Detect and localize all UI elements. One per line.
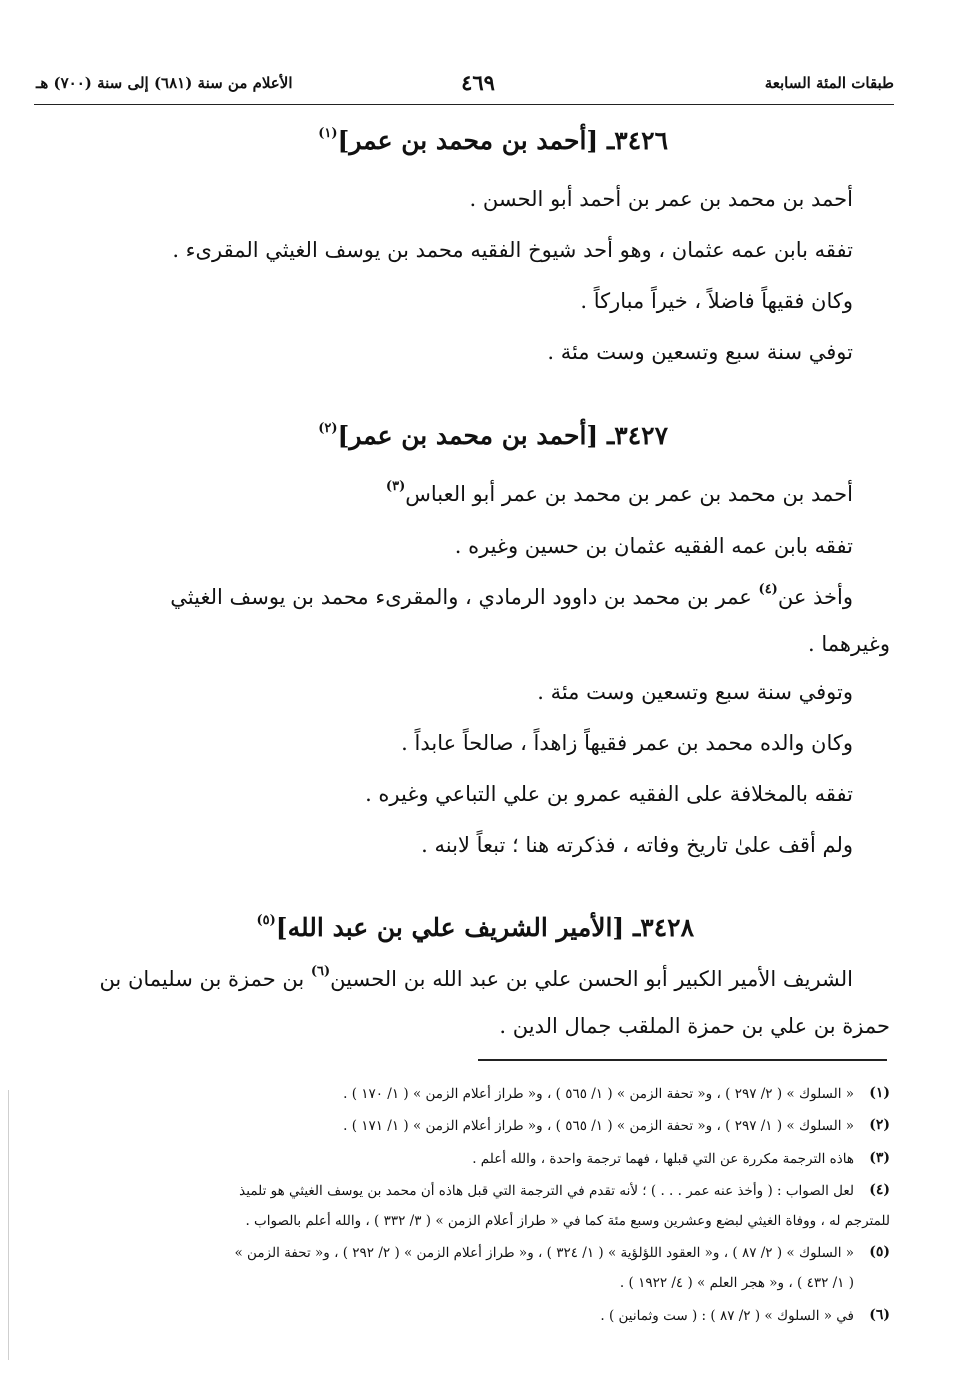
footnote-number: (٣) <box>869 1150 890 1166</box>
footnote-ref: (٦) <box>310 964 331 979</box>
entry-line: وتوفي سنة سبع وتسعين وست مئة . <box>537 680 853 704</box>
entry-line: حمزة بن علي بن حمزة الملقب جمال الدين . <box>499 1014 890 1038</box>
entry-line <box>99 964 853 991</box>
footnote-number: (٦) <box>869 1307 890 1323</box>
footnote-number: (٥) <box>869 1244 890 1260</box>
entry-line <box>385 479 853 506</box>
footnote-ref: (٣) <box>385 479 406 494</box>
footnote-separator <box>478 1059 887 1061</box>
footnote-number: (٤) <box>869 1182 890 1198</box>
entry-title-text: ٣٤٢٧ـ [أحمد بن محمد بن عمر] <box>337 421 668 450</box>
entry-title-text: ٣٤٢٨ـ [الأمير الشريف علي بن عبد الله] <box>275 913 694 942</box>
entry-line-text: بن حمزة بن سليمان بن <box>99 967 305 991</box>
footnote-ref: (٢) <box>318 420 338 436</box>
entry-line: وكان والده محمد بن عمر فقيهاً زاهداً ، صالحاً عابداً . <box>401 731 853 755</box>
footnote-number: (٢) <box>869 1117 890 1133</box>
entry-title-3426 <box>318 126 668 155</box>
entry-line: أحمد بن محمد بن عمر بن أحمد أبو الحسن . <box>469 187 853 211</box>
entry-line-text: الشريف الأمير الكبير أبو الحسن علي بن عبد الله بن الحسين <box>330 967 853 991</box>
entry-line <box>170 582 853 609</box>
header-rule <box>34 104 894 105</box>
running-header-right: طبقات المئة السابعة <box>764 74 894 92</box>
footnote-number: (١) <box>869 1085 890 1101</box>
entry-line-text: أحمد بن محمد بن عمر بن محمد بن عمر أبو العباس <box>405 482 853 506</box>
entry-line: وغيرهما . <box>807 632 890 656</box>
entry-line: تفقه بابن عمه الفقيه عثمان بن حسين وغيره . <box>454 534 853 558</box>
footnote-text-continued: للمترجم له ، ووفاة الغيثي لبضع وعشرين وسبع مئة كما في « طراز أعلام الزمن » ( ٣/ ٣٣٢ ) ، والله أعلم بالصواب . <box>245 1213 890 1229</box>
entry-line: وكان فقيهاً فاضلاً ، خيراً مباركاً . <box>580 289 853 313</box>
scan-margin-line <box>8 1090 9 1360</box>
footnote-text: « السلوك » ( ١/ ٢٩٧ ) ، و« تحفة الزمن » ( ١/ ٥٦٥ ) ، و« طراز أعلام الزمن » ( ١/ ١٧١ ) . <box>343 1118 854 1134</box>
footnote-text-continued: ( ١/ ٤٣٢ ) ، و« هجر العلم » ( ٤/ ١٩٢٢ ) . <box>619 1275 854 1291</box>
entry-title-3427 <box>318 421 668 450</box>
running-header-left: الأعلام من سنة (٦٨١) إلى سنة (٧٠٠) هـ <box>36 74 293 92</box>
entry-title-3428 <box>257 913 695 942</box>
entry-title-text: ٣٤٢٦ـ [أحمد بن محمد بن عمر] <box>337 126 668 155</box>
footnote-ref: (٥) <box>256 912 276 928</box>
entry-line: تفقه بالمخلافة على الفقيه عمرو بن علي التباعي وغيره . <box>365 782 853 806</box>
footnote-text: « السلوك » ( ٢/ ٢٩٧ ) ، و« تحفة الزمن » ( ١/ ٥٦٥ ) ، و« طراز أعلام الزمن » ( ١/ ١٧٠ ) . <box>343 1086 854 1102</box>
footnote-ref: (١) <box>318 125 338 141</box>
footnote-text: لعل الصواب : ( وأخذ عنه عمر . . . ) ؛ لأنه تقدم في الترجمة التي قبل هاذه أن محمد بن يوسف الغيثي هو تلميذ <box>239 1183 854 1199</box>
page-number: ٤٦٩ <box>461 70 495 95</box>
footnote-text: في « السلوك » ( ٢/ ٨٧ ) : ( ست وثمانين ) . <box>600 1308 854 1324</box>
footnote-ref: (٤) <box>758 582 778 597</box>
entry-line: توفي سنة سبع وتسعين وست مئة . <box>547 340 853 364</box>
footnote-text: هاذه الترجمة مكررة عن التي قبلها ، فهما ترجمة واحدة ، والله أعلم . <box>472 1151 854 1167</box>
entry-line-text: عمر بن محمد بن داوود الرمادي ، والمقرىء محمد بن يوسف الغيثي <box>170 585 752 609</box>
footnote-text: « السلوك » ( ٢/ ٨٧ ) ، و« العقود اللؤلؤية » ( ١/ ٣٢٤ ) ، و« طراز أعلام الزمن » ( ٢/ ٢٩٢ ) ، و« تحفة الزمن » <box>234 1245 854 1261</box>
entry-line: تفقه بابن عمه عثمان ، وهو أحد شيوخ الفقيه محمد بن يوسف الغيثي المقرىء . <box>172 238 853 262</box>
entry-line-text: وأخذ عن <box>777 585 853 609</box>
entry-line: ولم أقف علىٰ تاريخ وفاته ، فذكرته هنا ؛ تبعاً لابنه . <box>421 833 853 857</box>
